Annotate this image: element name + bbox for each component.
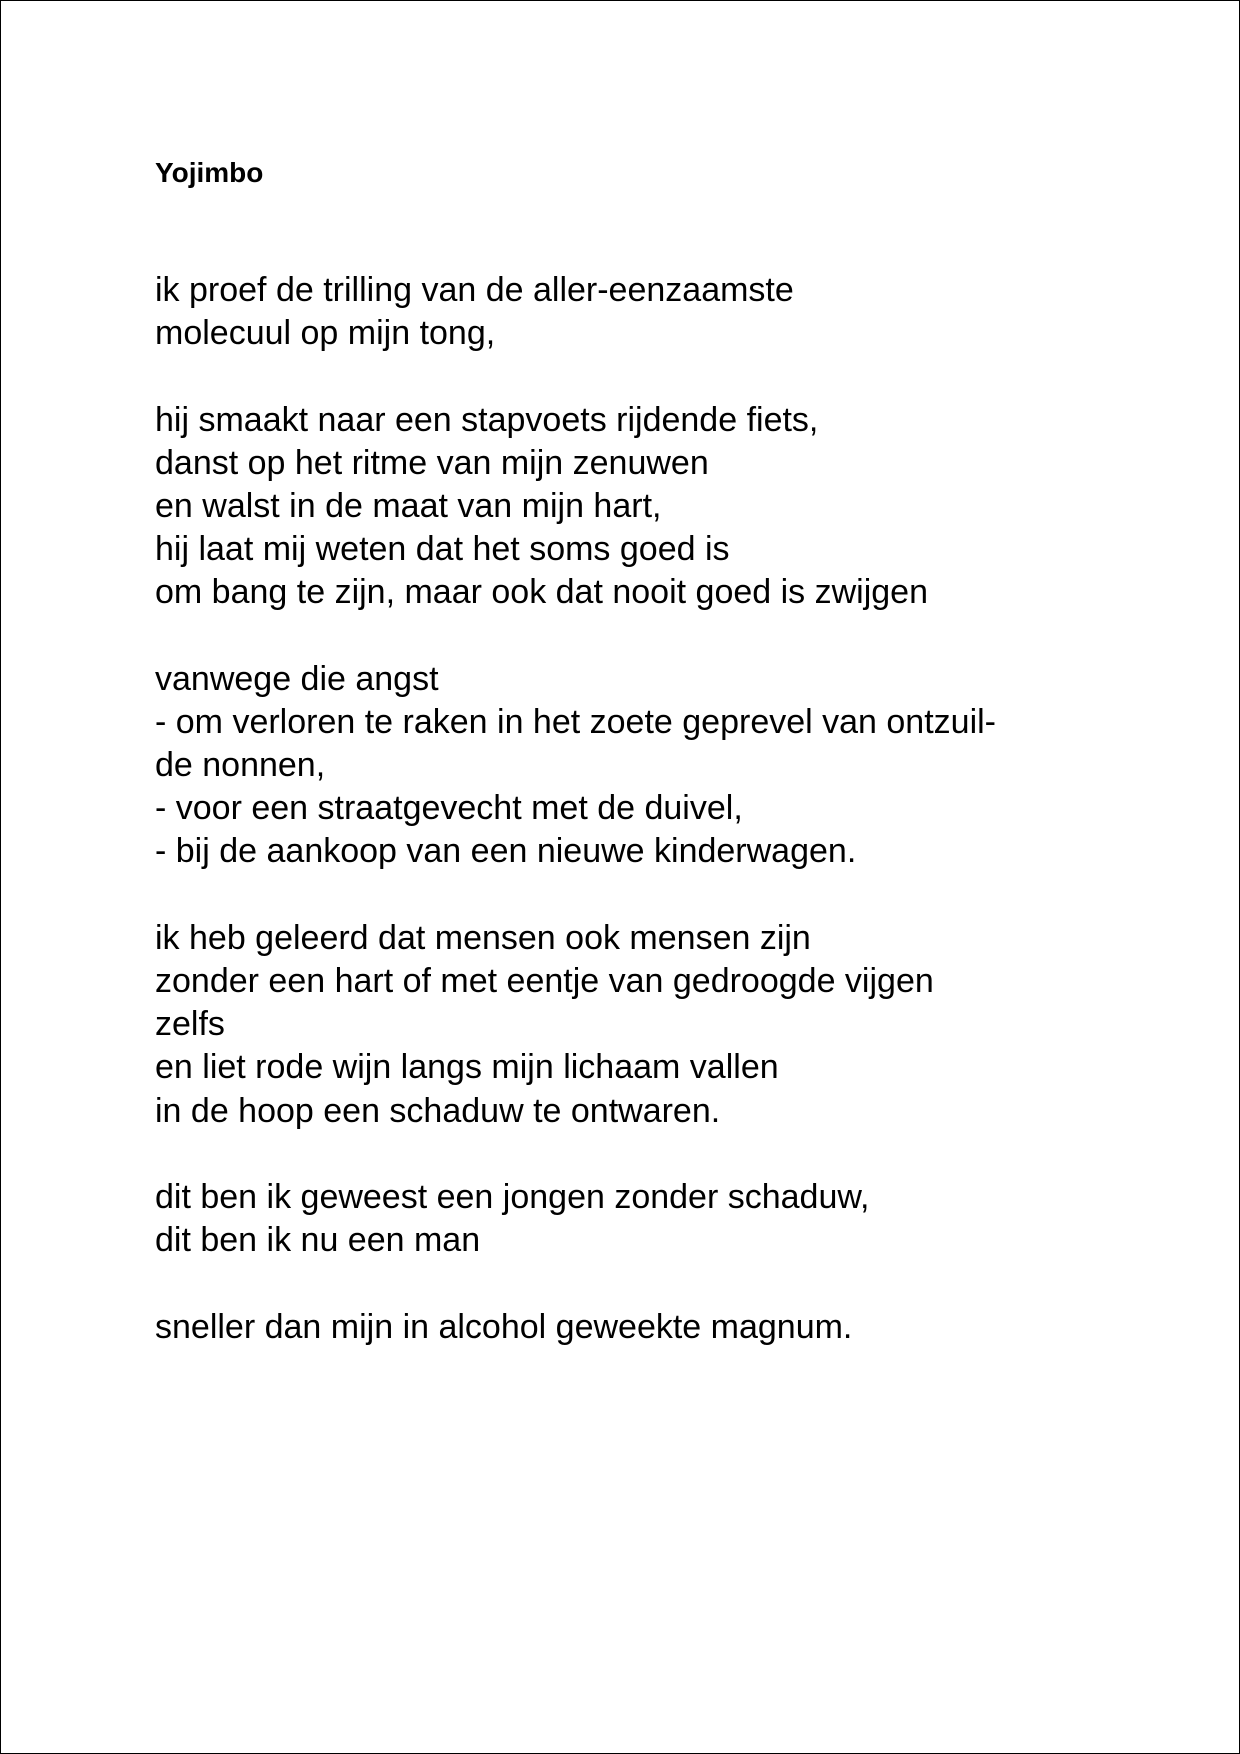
poem-line: - voor een straatgevecht met de duivel,	[155, 789, 743, 828]
poem-line: zelfs	[155, 1005, 225, 1044]
poem-line: dit ben ik geweest een jongen zonder schaduw,	[155, 1177, 870, 1216]
poem-line: zonder een hart of met eentje van gedroogde vijgen	[155, 962, 934, 1000]
stanza-1	[155, 269, 1155, 355]
poem-line: dit ben ik nu een man	[155, 1221, 481, 1260]
poem-line: de nonnen,	[155, 746, 326, 785]
poem-line: ik heb geleerd dat mensen ook mensen zijn	[155, 918, 811, 957]
stanza-4	[155, 917, 1155, 1133]
poem-line: hij smaakt naar een stapvoets rijdende fiets,	[155, 400, 819, 439]
poem-line: vanwege die angst	[155, 659, 439, 698]
poem-line: danst op het ritme van mijn zenuwen	[155, 443, 709, 482]
poem-line: ik proef de trilling van de aller-eenzaamste	[155, 271, 794, 309]
poem-line: - om verloren te raken in het zoete geprevel van ontzuil-	[155, 702, 997, 741]
stanza-3	[155, 658, 1155, 874]
stanza-5	[155, 1176, 1155, 1262]
stanza-6	[155, 1306, 1155, 1349]
poem-line: hij laat mij weten dat het soms goed is	[155, 530, 730, 569]
poem-title: Yojimbo	[155, 157, 264, 188]
poem-line: - bij de aankoop van een nieuwe kinderwagen.	[155, 832, 857, 871]
poem-line: sneller dan mijn in alcohol geweekte magnum.	[155, 1307, 853, 1346]
poem-line: en liet rode wijn langs mijn lichaam vallen	[155, 1048, 779, 1087]
poem-line: om bang te zijn, maar ook dat nooit goed is zwijgen	[155, 573, 929, 612]
poem-line: molecuul op mijn tong,	[155, 314, 496, 353]
poem-body	[155, 269, 1155, 1392]
poem-line: en walst in de maat van mijn hart,	[155, 486, 662, 525]
poem-line: in de hoop een schaduw te ontwaren.	[155, 1091, 721, 1130]
stanza-2	[155, 399, 1155, 615]
